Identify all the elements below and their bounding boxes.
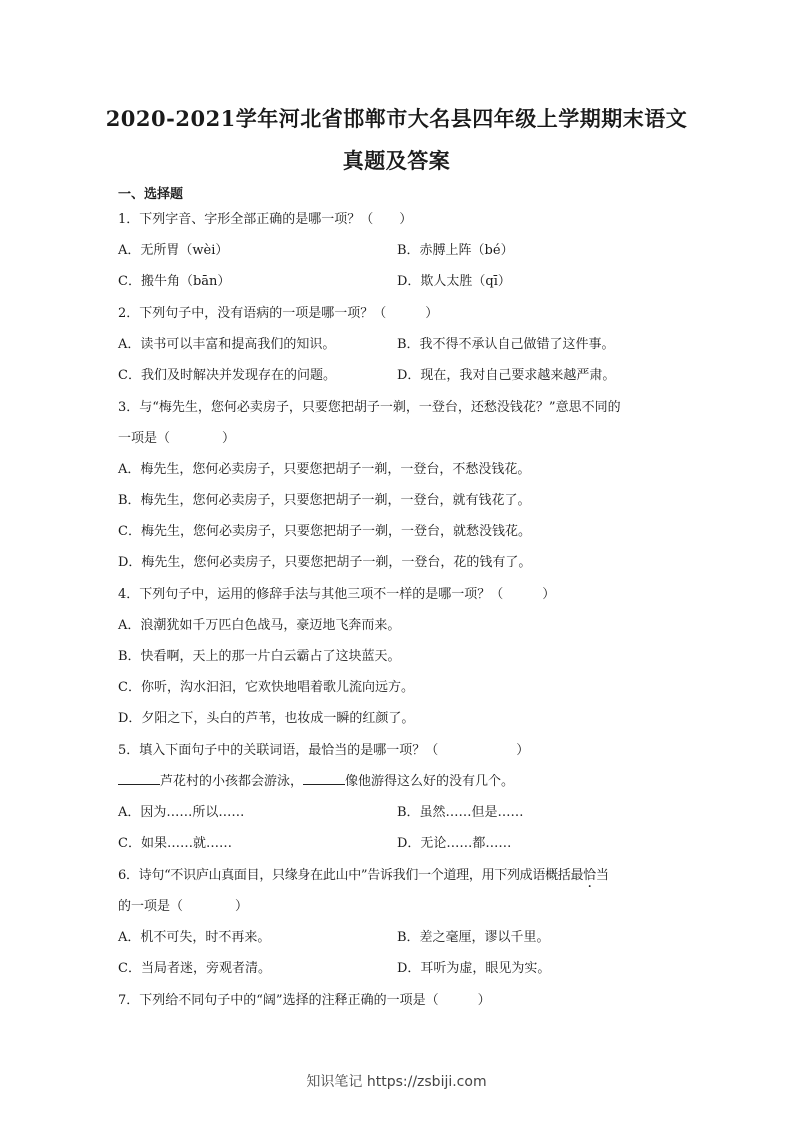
q1-option-a: A．无所胃（wèi） xyxy=(118,243,229,258)
q5-blank-1 xyxy=(118,772,160,785)
q1-option-c: C．搬牛角（bān） xyxy=(118,274,231,289)
q6-emphasized-text: 最恰当 xyxy=(570,868,609,883)
q5-option-b: B．虽然……但是…… xyxy=(397,805,524,820)
document-title-line-2: 真题及答案 xyxy=(342,148,451,173)
q5-sentence-part-2: 像他游得这么好的没有几个。 xyxy=(345,774,515,789)
q2-option-c: C．我们及时解决并发现存在的问题。 xyxy=(118,368,336,383)
q5-stem: 5．填入下面句子中的关联词语，最恰当的是哪一项？（ ） xyxy=(118,743,530,758)
section-heading: 一、选择题 xyxy=(118,187,184,202)
q6-stem-prefix: 6．诗句“不识庐山真面目，只缘身在此山中”告诉我们一个道理，用下列成语概括 xyxy=(118,868,571,883)
q5-option-a: A．因为……所以…… xyxy=(118,805,245,820)
page-footer-watermark: 知识笔记 https://zsbiji.com xyxy=(306,1074,487,1090)
q2-option-b: B．我不得不承认自己做错了这件事。 xyxy=(397,337,615,352)
q7-stem: 7．下列给不同句子中的“阔”选择的注释正确的一项是（ ） xyxy=(118,993,491,1008)
q4-option-a: A．浪潮犹如千万匹白色战马，豪迈地飞奔而来。 xyxy=(118,618,401,633)
q6-stem-line-1 xyxy=(118,864,609,883)
q4-option-c: C．你听，沟水汩汩，它欢快地唱着歌儿流向远方。 xyxy=(118,680,414,695)
q4-stem: 4．下列句子中，运用的修辞手法与其他三项不一样的是哪一项？（ ） xyxy=(118,587,556,602)
q6-option-d: D．耳听为虚，眼见为实。 xyxy=(397,961,551,976)
q3-stem-line-1: 3．与“梅先生，您何必卖房子，只要您把胡子一剃，一登台，还愁没钱花？”意思不同的 xyxy=(118,400,621,415)
q5-sentence-part-1: 芦花村的小孩都会游泳， xyxy=(160,774,304,789)
q5-sentence xyxy=(118,770,514,789)
q3-option-b: B．梅先生，您何必卖房子，只要您把胡子一剃，一登台，就有钱花了。 xyxy=(118,493,531,508)
q4-option-d: D．夕阳之下，头白的芦苇，也妆成一瞬的红颜了。 xyxy=(118,711,415,726)
q1-option-b: B．赤膊上阵（bé） xyxy=(397,243,514,258)
q3-option-a: A．梅先生，您何必卖房子，只要您把胡子一剃，一登台，不愁没钱花。 xyxy=(118,462,531,477)
q3-option-c: C．梅先生，您何必卖房子，只要您把胡子一剃，一登台，就愁没钱花。 xyxy=(118,524,531,539)
q5-blank-2 xyxy=(303,772,345,785)
q6-option-b: B．差之毫厘，谬以千里。 xyxy=(397,930,550,945)
q3-option-d: D．梅先生，您何必卖房子，只要您把胡子一剃，一登台，花的钱有了。 xyxy=(118,555,532,570)
q2-option-a: A．读书可以丰富和提高我们的知识。 xyxy=(118,337,336,352)
q6-option-a: A．机不可失，时不再来。 xyxy=(118,930,271,945)
q4-option-b: B．快看啊，天上的那一片白云霸占了这块蓝天。 xyxy=(118,649,401,664)
q1-stem: 1．下列字音、字形全部正确的是哪一项？（ ） xyxy=(118,212,413,227)
q2-option-d: D．现在，我对自己要求越来越严肃。 xyxy=(397,368,616,383)
q5-option-d: D．无论……都…… xyxy=(397,836,512,851)
q2-stem: 2．下列句子中，没有语病的一项是哪一项？（ ） xyxy=(118,306,439,321)
q3-stem-line-2: 一项是（ ） xyxy=(118,431,236,446)
q6-stem-line-2: 的一项是（ ） xyxy=(118,899,249,914)
q6-option-c: C．当局者迷，旁观者清。 xyxy=(118,961,271,976)
q5-option-c: C．如果……就…… xyxy=(118,836,232,851)
q1-option-d: D．欺人太胜（qī） xyxy=(397,274,511,289)
document-title-line-1: 2020-2021学年河北省邯郸市大名县四年级上学期期末语文 xyxy=(105,106,688,131)
